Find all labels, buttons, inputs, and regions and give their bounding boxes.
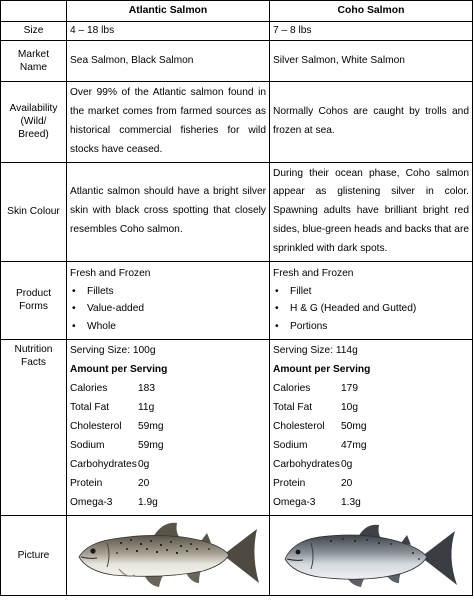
fact-value: 59mg bbox=[138, 439, 164, 451]
list-item: • Whole bbox=[70, 318, 266, 336]
availability-coho: Normally Cohos are caught by trolls and frozen at sea. bbox=[270, 82, 473, 163]
nutrition-atlantic bbox=[67, 339, 270, 515]
market-name-row bbox=[1, 41, 473, 82]
nutrition-facts-grid bbox=[70, 380, 266, 513]
header-atlantic: Atlantic Salmon bbox=[67, 1, 270, 22]
fact-name: Sodium bbox=[273, 439, 308, 451]
serving-size: Serving Size: 100g bbox=[70, 344, 156, 356]
list-item: • Fillets bbox=[70, 283, 266, 301]
atlantic-salmon-image bbox=[73, 519, 263, 591]
fact-value: 20 bbox=[341, 477, 353, 489]
forms-list bbox=[273, 283, 469, 337]
nutrition-row bbox=[1, 339, 473, 515]
fact-value: 0g bbox=[341, 458, 353, 470]
fact-value: 20 bbox=[138, 477, 150, 489]
amount-heading: Amount per Serving bbox=[70, 363, 168, 375]
fact-name: Protein bbox=[70, 477, 103, 489]
size-row bbox=[1, 22, 473, 41]
coho-salmon-image bbox=[281, 519, 461, 591]
fact-value: 10g bbox=[341, 401, 358, 413]
fact-value: 50mg bbox=[341, 420, 367, 432]
fact-value: 1.3g bbox=[341, 496, 361, 508]
size-label: Size bbox=[1, 22, 67, 41]
fact-name: Calories bbox=[70, 382, 108, 394]
availability-row bbox=[1, 82, 473, 163]
picture-atlantic bbox=[67, 515, 270, 595]
picture-coho bbox=[270, 515, 473, 595]
product-forms-coho bbox=[270, 261, 473, 339]
list-item: • Fillet bbox=[273, 283, 469, 301]
nutrition-facts-grid bbox=[273, 380, 469, 513]
forms-heading: Fresh and Frozen bbox=[70, 267, 151, 279]
list-item: • Value-added bbox=[70, 300, 266, 318]
product-forms-label: Product Forms bbox=[1, 261, 67, 339]
picture-row bbox=[1, 515, 473, 595]
fact-name: Protein bbox=[273, 477, 306, 489]
fact-name: Calories bbox=[273, 382, 311, 394]
fact-name: Carbohydrates bbox=[273, 458, 340, 470]
corner-cell bbox=[1, 1, 67, 22]
size-coho: 7 – 8 lbs bbox=[270, 22, 473, 41]
fact-value: 47mg bbox=[341, 439, 367, 451]
forms-heading: Fresh and Frozen bbox=[273, 267, 354, 279]
fact-name: Omega-3 bbox=[273, 496, 316, 508]
amount-heading: Amount per Serving bbox=[273, 363, 371, 375]
list-item: • Portions bbox=[273, 318, 469, 336]
header-row bbox=[1, 1, 473, 22]
product-forms-row bbox=[1, 261, 473, 339]
skin-colour-atlantic: Atlantic salmon should have a bright silver skin with black cross spotting that closely resembles Coho salmon. bbox=[67, 162, 270, 261]
fact-value: 179 bbox=[341, 382, 358, 394]
size-atlantic: 4 – 18 lbs bbox=[67, 22, 270, 41]
fact-value: 59mg bbox=[138, 420, 164, 432]
picture-label: Picture bbox=[1, 515, 67, 595]
fact-name: Total Fat bbox=[70, 401, 110, 413]
list-item: • H & G (Headed and Gutted) bbox=[273, 300, 469, 318]
fact-value: 1.9g bbox=[138, 496, 158, 508]
fact-name: Carbohydrates bbox=[70, 458, 137, 470]
product-forms-atlantic bbox=[67, 261, 270, 339]
fact-name: Cholesterol bbox=[273, 420, 325, 432]
availability-label: Availability (Wild/ Breed) bbox=[1, 82, 67, 163]
header-coho: Coho Salmon bbox=[270, 1, 473, 22]
nutrition-label: Nutrition Facts bbox=[1, 339, 67, 515]
market-name-label: Market Name bbox=[1, 41, 67, 82]
fact-value: 11g bbox=[138, 401, 155, 413]
fact-value: 0g bbox=[138, 458, 150, 470]
skin-colour-coho: During their ocean phase, Coho salmon appear as glistening silver in color. Spawning adults have brilliant bright red sides, blue-green heads and backs that are sprinkled with dark spots. bbox=[270, 162, 473, 261]
forms-list bbox=[70, 283, 266, 337]
market-name-atlantic: Sea Salmon, Black Salmon bbox=[67, 41, 270, 82]
market-name-coho: Silver Salmon, White Salmon bbox=[270, 41, 473, 82]
fact-name: Total Fat bbox=[273, 401, 313, 413]
skin-colour-row bbox=[1, 162, 473, 261]
availability-atlantic: Over 99% of the Atlantic salmon found in the market comes from farmed sources as historical commercial fisheries for wild stocks have ceased. bbox=[67, 82, 270, 163]
fact-name: Omega-3 bbox=[70, 496, 113, 508]
skin-colour-label: Skin Colour bbox=[1, 162, 67, 261]
nutrition-coho bbox=[270, 339, 473, 515]
fact-name: Sodium bbox=[70, 439, 105, 451]
fact-name: Cholesterol bbox=[70, 420, 122, 432]
fact-value: 183 bbox=[138, 382, 155, 394]
serving-size: Serving Size: 114g bbox=[273, 344, 358, 356]
